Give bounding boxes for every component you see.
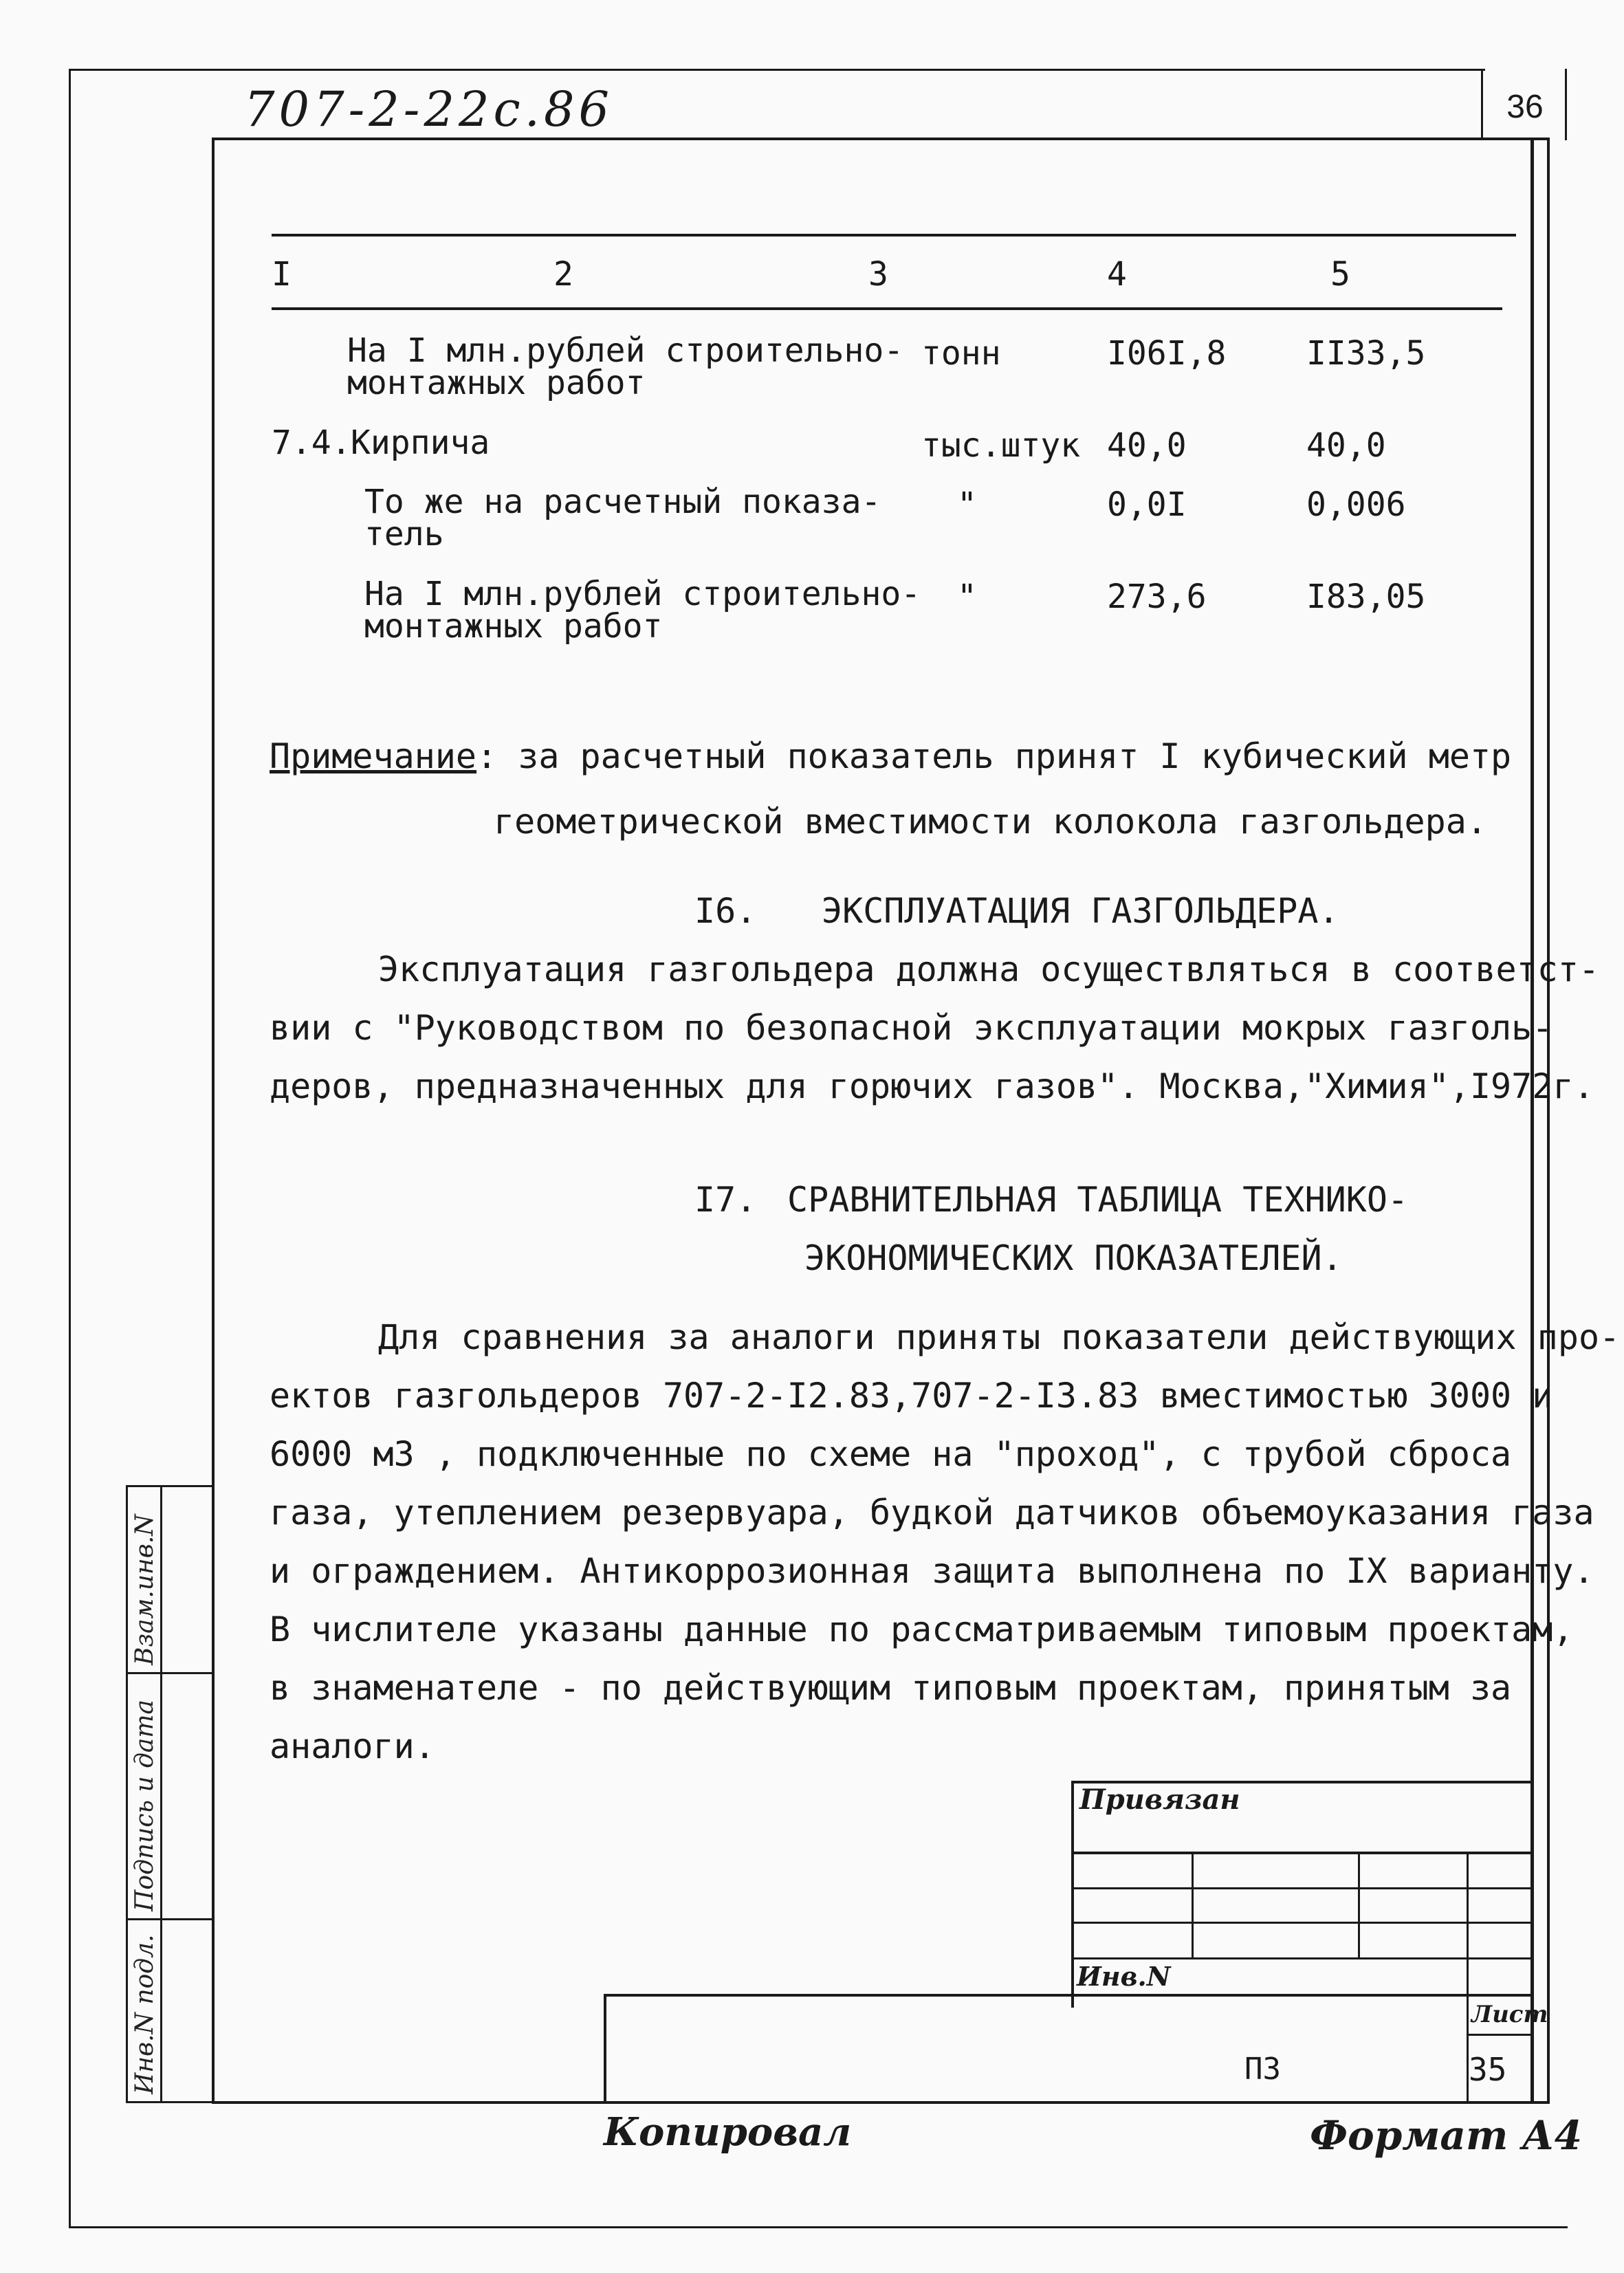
stamp-main-top bbox=[605, 1994, 1533, 1997]
stamp-col-line-2 bbox=[1358, 1852, 1360, 1957]
stamp-main-left bbox=[604, 1994, 606, 2102]
section-17-title-line2: ЭКОНОМИЧЕСКИХ ПОКАЗАТЕЛЕЙ. bbox=[804, 1238, 1343, 1278]
binding-strip-div-2 bbox=[126, 1918, 214, 1920]
footer-kopiroval: Копировал bbox=[604, 2109, 852, 2155]
page-box-right bbox=[1565, 69, 1567, 140]
table-row-1-unit: тонн bbox=[921, 334, 1001, 373]
binding-label-inv-podl: Инв.N подл. bbox=[131, 1934, 159, 2094]
binding-label-vzam: Взам.инв.N bbox=[131, 1514, 159, 1665]
note-text-line2: геометрической вместимости колокола газгольдера. bbox=[494, 802, 1487, 842]
inner-border-right-outer bbox=[1547, 138, 1550, 2102]
stamp-col-line-1 bbox=[1192, 1852, 1194, 1957]
inner-border-top bbox=[213, 138, 1548, 140]
section-16-number: I6. bbox=[694, 891, 757, 931]
note bbox=[270, 736, 1511, 777]
binding-strip-div-1 bbox=[126, 1672, 214, 1674]
section-17-paragraph-line3: 6000 м3 , подключенные по схеме на "проход", с трубой сброса bbox=[270, 1434, 1512, 1474]
table-row-3-col5: 0,006 bbox=[1306, 485, 1406, 524]
col-number-4: 4 bbox=[1107, 255, 1127, 294]
binding-strip-inner bbox=[160, 1485, 162, 2102]
section-17-paragraph-line7: в знаменателе - по действующим типовым проектам, принятым за bbox=[270, 1668, 1512, 1708]
stamp-row-line-4 bbox=[1073, 1957, 1533, 1959]
stamp-left bbox=[1071, 1781, 1074, 2008]
table-row-3-name-line1: То же на расчетный показа- bbox=[364, 483, 881, 521]
col-number-5: 5 bbox=[1330, 255, 1350, 294]
inner-border-bottom bbox=[212, 2101, 1550, 2104]
section-16-title: ЭКСПЛУАТАЦИЯ ГАЗГОЛЬДЕРА. bbox=[822, 891, 1339, 931]
stamp-row-line-3 bbox=[1073, 1922, 1533, 1924]
table-header-rule bbox=[272, 307, 1502, 310]
stamp-sheet-number: 35 bbox=[1469, 2051, 1507, 2088]
inner-border-right bbox=[1530, 138, 1534, 2102]
table-row-1-col5: II33,5 bbox=[1306, 334, 1426, 373]
table-row-2-number: 7.4. bbox=[272, 424, 351, 462]
document-code: 707-2-22с.86 bbox=[244, 81, 614, 138]
binding-strip-outer bbox=[126, 1485, 128, 2102]
table-row-3-unit: " bbox=[957, 485, 977, 524]
section-16-paragraph-line1: Эксплуатация газгольдера должна осуществляться в соответст- bbox=[378, 949, 1600, 989]
table-row-1-col4: I06I,8 bbox=[1107, 334, 1227, 373]
table-row-2-unit: тыс.штук bbox=[921, 426, 1081, 465]
stamp-privyazan: Привязан bbox=[1079, 1783, 1240, 1816]
page-number: 36 bbox=[1506, 89, 1544, 125]
section-17-paragraph-line6: В числителе указаны данные по рассматриваемым типовым проектам, bbox=[270, 1610, 1574, 1649]
col-number-1: I bbox=[272, 255, 292, 294]
table-row-3-name-line2: тель bbox=[364, 515, 444, 553]
col-number-2: 2 bbox=[553, 255, 573, 294]
table-row-2-col4: 40,0 bbox=[1107, 426, 1187, 465]
outer-border-top bbox=[69, 69, 1485, 71]
table-row-4-unit: " bbox=[957, 578, 977, 616]
stamp-row-line-1 bbox=[1073, 1852, 1533, 1854]
table-row-4-name-line1: На I млн.рублей строительно- bbox=[364, 575, 921, 613]
section-17-paragraph-line4: газа, утеплением резервуара, будкой датчиков объемоуказания газа bbox=[270, 1493, 1594, 1533]
table-row-3-col4: 0,0I bbox=[1107, 485, 1187, 524]
table-row-1-name-line2: монтажных работ bbox=[347, 364, 646, 402]
table-row-4-col4: 273,6 bbox=[1107, 578, 1207, 616]
table-top-rule bbox=[272, 234, 1516, 237]
binding-strip-top bbox=[126, 1485, 214, 1487]
outer-border-bottom bbox=[69, 2226, 1568, 2228]
outer-border-left bbox=[69, 69, 71, 2228]
note-label: Примечание bbox=[270, 736, 477, 776]
stamp-inv-no: Инв.N bbox=[1077, 1961, 1171, 1992]
section-17-paragraph-line1: Для сравнения за аналоги приняты показатели действующих про- bbox=[378, 1317, 1621, 1357]
section-16-paragraph-line2: вии с "Руководством по безопасной эксплуатации мокрых газголь- bbox=[270, 1008, 1553, 1048]
note-text-line1: : за расчетный показатель принят I кубический метр bbox=[476, 736, 1512, 776]
section-17-title-line1: СРАВНИТЕЛЬНАЯ ТАБЛИЦА ТЕХНИКО- bbox=[787, 1180, 1409, 1220]
table-row-2-name-line1: Кирпича bbox=[351, 424, 490, 462]
table-row-1-name-line1: На I млн.рублей строительно- bbox=[347, 331, 904, 370]
stamp-row-line-2 bbox=[1073, 1887, 1533, 1889]
binding-strip-bottom bbox=[126, 2101, 214, 2103]
stamp-document-type: ПЗ bbox=[1244, 2052, 1281, 2087]
section-17-paragraph-line2: ектов газгольдеров 707-2-I2.83,707-2-I3.83 вместимостью 3000 и bbox=[270, 1376, 1553, 1416]
section-17-paragraph-line8: аналоги. bbox=[270, 1726, 435, 1766]
table-row-4-name-line2: монтажных работ bbox=[364, 607, 663, 646]
footer-format: Формат А4 bbox=[1310, 2112, 1583, 2159]
section-17-paragraph-line5: и ограждением. Антикоррозионная защита выполнена по IX варианту. bbox=[270, 1551, 1594, 1591]
page-box-left bbox=[1481, 69, 1483, 140]
stamp-list-rule bbox=[1468, 2034, 1533, 2036]
table-row-4-col5: I83,05 bbox=[1306, 578, 1426, 616]
table-row-2-col5: 40,0 bbox=[1306, 426, 1386, 465]
stamp-list-label: Лист bbox=[1471, 2001, 1548, 2028]
binding-label-podpis: Подпись и дата bbox=[131, 1700, 159, 1911]
col-number-3: 3 bbox=[868, 255, 888, 294]
inner-border-left bbox=[212, 138, 215, 2102]
section-17-number: I7. bbox=[694, 1180, 757, 1220]
section-16-paragraph-line3: деров, предназначенных для горючих газов". Москва,"Химия",I972г. bbox=[270, 1066, 1594, 1106]
